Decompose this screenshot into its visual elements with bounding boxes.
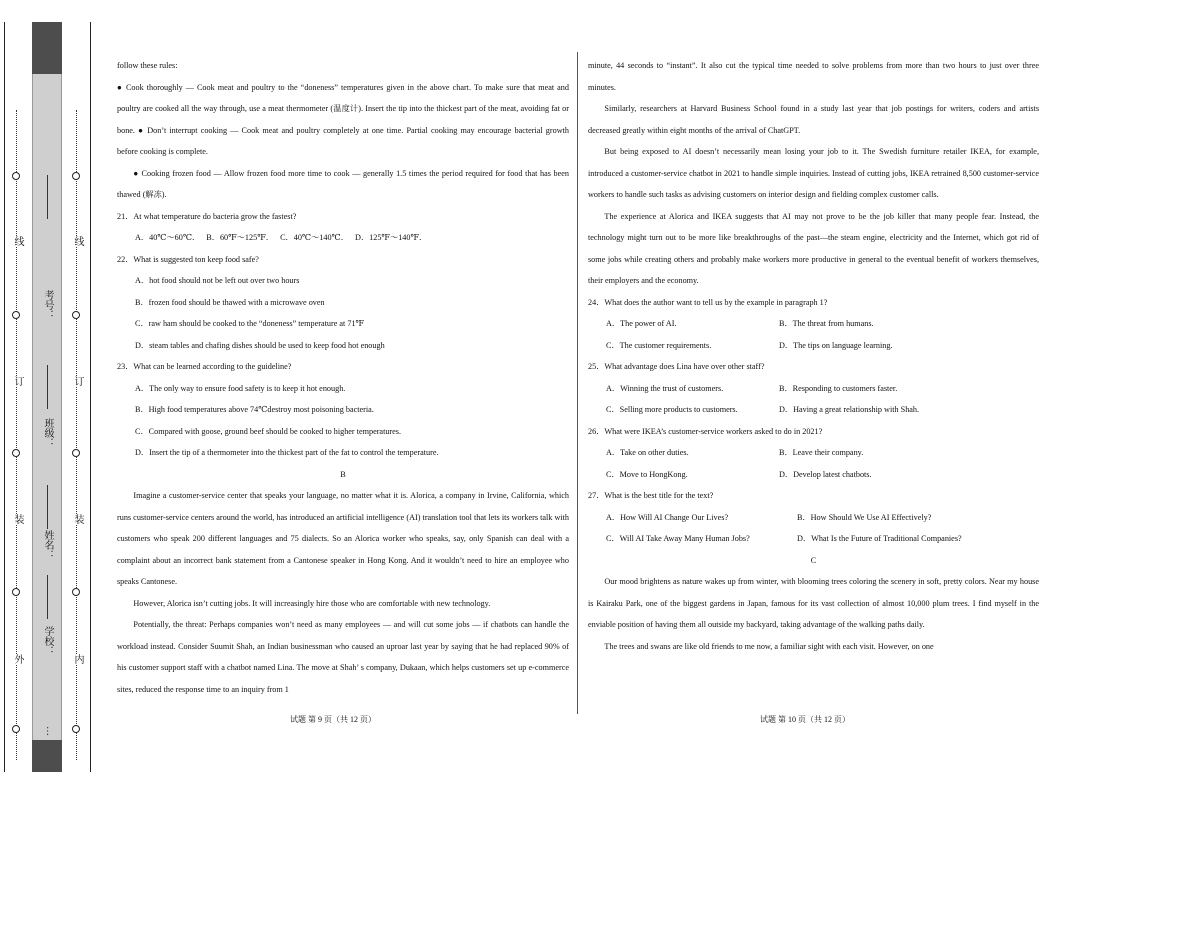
exam-number-label: 考号： (42, 290, 53, 320)
section-b-heading: B (340, 469, 346, 479)
question-26-option-c: C．Move to HongKong. (606, 469, 688, 479)
seal-char-line-inner: 线 (72, 236, 83, 246)
question-27-option-c: C．Will AI Take Away Many Human Jobs? (606, 534, 750, 543)
column-divider (577, 52, 578, 714)
passage-c-paragraph-2: The trees and swans are like old friends to me now, a familiar sight with each visit. However, on one (604, 641, 934, 651)
seal-char-outer-inner: 装 (72, 514, 83, 524)
intro-text: follow these rules: (117, 61, 178, 70)
passage-b-paragraph-2: However, Alorica isn’t cutting jobs. It will increasingly hire those who are comfortable with new technology. (133, 598, 491, 608)
question-26-option-b: B．Leave their company. (779, 448, 864, 457)
circle-marker (72, 449, 80, 457)
strip-right-border (90, 22, 91, 772)
question-25-option-c: C．Selling more products to customers. (606, 405, 738, 414)
question-24-options-row2 (588, 335, 1039, 357)
strip-dots: … (44, 726, 55, 736)
question-24-option-a: A．The power of AI. (606, 319, 677, 328)
question-21-options: A．40℃～60℃． B．60℉～125℉． C．40℃～140℃． D．125℉～140℉． (135, 233, 428, 242)
right-column (588, 55, 1039, 657)
circle-marker (72, 311, 80, 319)
question-24-option-c: C．The customer requirements. (606, 340, 712, 350)
seal-char-line: 线 (12, 236, 23, 246)
strip-left-border (4, 22, 5, 772)
question-27-options-row1 (588, 507, 1039, 529)
class-field (42, 362, 52, 409)
seal-char-bind: 订 (12, 376, 23, 386)
seal-char-outer: 装 (12, 514, 23, 524)
circle-marker (12, 449, 20, 457)
circle-marker (12, 172, 20, 180)
circle-marker (12, 311, 20, 319)
question-27-options-row2 (588, 528, 1039, 550)
question-22-option-a: A．hot food should not be left out over two hours (135, 276, 300, 285)
name-field (42, 482, 52, 529)
question-22-option-d: D．steam tables and chafing dishes should be used to keep food hot enough (135, 340, 385, 350)
question-27-option-b: B．How Should We Use AI Effectively? (797, 512, 932, 522)
rule-cook-thoroughly: ● Cook thoroughly — Cook meat and poultry to the “doneness” temperatures given in the above chart. To make sure that meat and poultry are cooked all the way through, use a meat thermometer (温度计). Insert the tip into the thickest part of the meat, avoiding fat or bone. ● Don’t interrupt cooking — Cook meat and poultry completely at one time. Partial cooking may encourage bacterial growth before cooking is complete. (117, 82, 569, 156)
question-27-option-d: D．What Is the Future of Traditional Companies? (797, 534, 962, 543)
circle-marker (72, 172, 80, 180)
question-25-option-b: B．Responding to customers faster. (779, 383, 898, 393)
question-26: 26．What were IKEA’s customer-service workers asked to do in 2021? (588, 426, 823, 436)
left-column (117, 55, 569, 700)
school-label: 学校： (42, 626, 53, 656)
passage-b-paragraph-4: Similarly, researchers at Harvard Business School found in a study last year that job postings for writers, coders and artists decreased greatly within eight months of the arrival of ChatGPT. (588, 104, 1039, 135)
question-23-option-b: B．High food temperatures above 74℃destroy most poisoning bacteria. (135, 405, 374, 414)
question-25-option-d: D．Having a great relationship with Shah. (779, 405, 920, 414)
question-26-option-d: D．Develop latest chatbots. (779, 469, 872, 479)
passage-b-paragraph-3: Potentially, the threat: Perhaps companies won’t need as many employees — and will cut some jobs — if chatbots can handle the workload instead. Consider Suumit Shah, an Indian businessman who caused an uproar last year by saying that he had replaced 90% of his customer support staff with a chatbot named Lina. The move at Shah’ s company, Dukaan, which helps customers set up e-commerce sites, reduced the response time to an inquiry from 1 (117, 620, 569, 694)
school-field (42, 572, 52, 619)
passage-b-paragraph-5: But being exposed to AI doesn’t necessarily mean losing your job to it. The Swedish furniture retailer IKEA, for example, introduced a customer-service chatbot in 2021 to handle simple inquiries. Instead of cutting jobs, IKEA retrained 8,500 customer-service workers to handle such tasks as advising customers on interior design and fielding complex customer calls. (588, 147, 1039, 199)
section-c-heading: C (810, 555, 817, 565)
circle-marker (72, 725, 80, 733)
question-22: 22．What is suggested ton keep food safe? (117, 254, 259, 264)
seal-char-outside: 外 (12, 654, 23, 664)
question-23-option-d: D．Insert the tip of a thermometer into the thickest part of the fat to control the temperature. (135, 448, 439, 457)
passage-b-paragraph-3-cont: minute, 44 seconds to “instant”. It also cut the typical time needed to solve problems from more than two hours to just over three minutes. (588, 61, 1039, 92)
seal-char-bind-inner: 订 (72, 376, 83, 386)
question-24-options-row1 (588, 313, 1039, 335)
question-26-options-row1 (588, 442, 1039, 464)
question-26-options-row2 (588, 464, 1039, 486)
circle-marker (12, 725, 20, 733)
question-25-options-row2 (588, 399, 1039, 421)
circle-marker (12, 588, 20, 596)
question-22-option-c: C．raw ham should be cooked to the “doneness” temperature at 71℉ (135, 319, 365, 328)
question-22-option-b: B．frozen food should be thawed with a microwave oven (135, 297, 325, 307)
strip-dark-top (32, 22, 62, 74)
passage-b-paragraph-6: The experience at Alorica and IKEA suggests that AI may not prove to be the job killer that many people fear. Instead, the technology might turn out to be more like breakthroughs of the past—the steam engine, electricity and the Internet, which got rid of some jobs while creating others and probably make workers more productive in general to the eventual benefit of workers themselves, their employers and the economy. (588, 211, 1039, 285)
class-label: 班级： (42, 418, 53, 448)
question-25: 25．What advantage does Lina have over other staff? (588, 362, 765, 371)
question-25-options-row1 (588, 378, 1039, 400)
circle-marker (72, 588, 80, 596)
binding-strip (4, 22, 92, 772)
passage-c-paragraph-1: Our mood brightens as nature wakes up from winter, with blooming trees coloring the scenery in soft, pretty colors. Near my house is Kairaku Park, one of the biggest gardens in Japan, famous for its vast collection of almost 10,000 plum trees. I find myself in the enviable position of having them all outside my backyard, taking advantage of the walking paths daily. (588, 577, 1039, 629)
exam-number-field (42, 172, 52, 219)
name-label: 姓名： (42, 530, 53, 560)
page-footer-left: 试题 第 9 页（共 12 页） (290, 715, 376, 724)
question-23-option-a: A．The only way to ensure food safety is to keep it hot enough. (135, 383, 346, 393)
seal-char-inside: 内 (72, 654, 83, 664)
question-27-option-a: A．How Will AI Change Our Lives? (606, 512, 729, 522)
strip-dark-bottom (32, 740, 62, 772)
question-24-option-d: D．The tips on language learning. (779, 340, 893, 350)
question-23: 23．What can be learned according to the guideline? (117, 362, 292, 371)
question-27: 27．What is the best title for the text? (588, 491, 714, 500)
question-25-option-a: A．Winning the trust of customers. (606, 383, 724, 393)
question-23-option-c: C．Compared with goose, ground beef should be cooked to higher temperatures. (135, 426, 402, 436)
question-24: 24．What does the author want to tell us by the example in paragraph 1? (588, 297, 828, 307)
rule-frozen-food: ● Cooking frozen food — Allow frozen food more time to cook — generally 1.5 times the period required for food that has been thawed (解冻). (117, 168, 569, 199)
question-26-option-a: A．Take on other duties. (606, 448, 689, 457)
passage-b-paragraph-1: Imagine a customer-service center that speaks your language, no matter what it is. Alorica, a company in Irvine, California, which runs customer-service centers around the world, has introduced an artificial intelligence (AI) translation tool that lets its workers talk with customers who speak 200 different languages and 75 dialects. So an Alorica worker who speaks, say, only Spanish can deal with a complaint about an incorrect bank statement from a Cantonese speaker in Hong Kong. And it wouldn’t need to hire an employee who speaks Cantonese. (117, 491, 569, 586)
question-24-option-b: B．The threat from humans. (779, 319, 874, 328)
question-21: 21．At what temperature do bacteria grow the fastest? (117, 211, 297, 221)
page-footer-right: 试题 第 10 页（共 12 页） (760, 715, 850, 724)
